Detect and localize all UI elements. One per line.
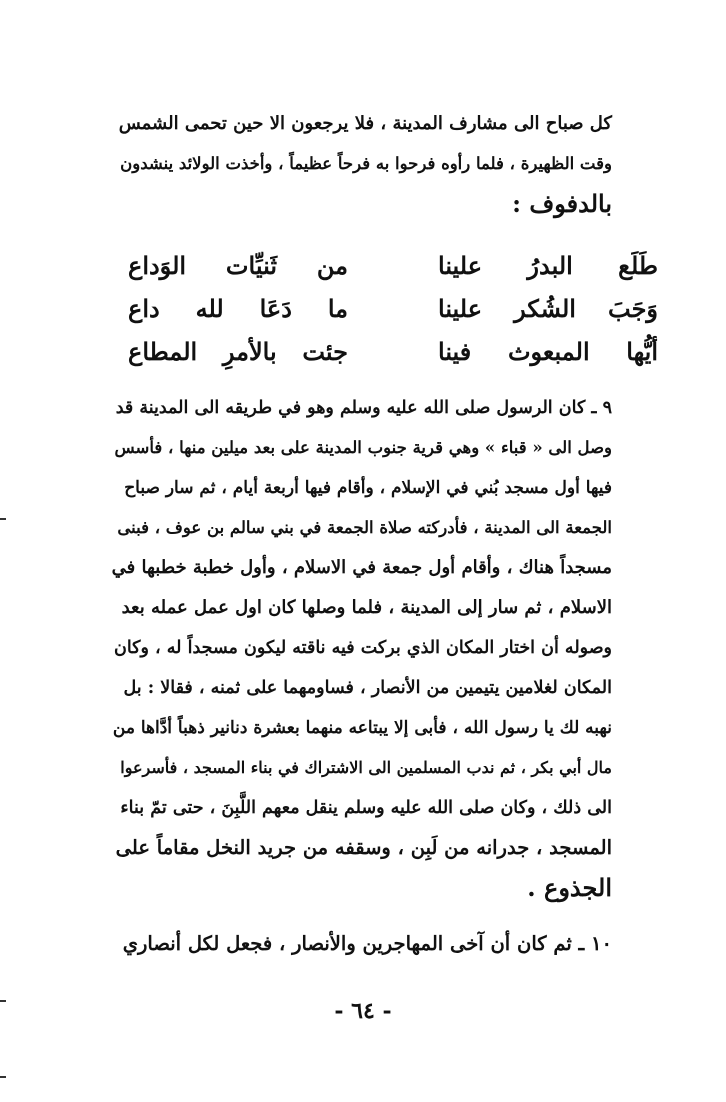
text-line: نهبه لك يا رسول الله ، فأبى إلا يبتاعه منهما بعشرة دنانير ذهباً أدَّاها من	[112, 718, 612, 738]
text-line: الجذوع .	[527, 873, 612, 902]
text-line: ١٠ ـ ثم كان أن آخى المهاجرين والأنصار ، فجعل لكل أنصاري	[122, 932, 612, 955]
scan-edge-mark	[0, 1076, 6, 1078]
poem-hemistich-second: من ثَنيِّات الوَداع	[128, 251, 348, 280]
paragraph-arrival	[112, 104, 612, 224]
poem-hemistich-first: وَجَبَ الشُكر علينا	[438, 294, 658, 323]
text-line: وقت الظهيرة ، فلما رأوه فرحوا به فرحاً عظيماً ، وأخذت الولائد ينشدون	[120, 154, 612, 173]
scan-edge-mark	[0, 518, 6, 520]
poem-hemistich-second: ما دَعَا لله داع	[128, 294, 348, 323]
text-line: وصل الى « قباء » وهي قرية جنوب المدينة على بعد ميلين منها ، فأسس	[114, 438, 612, 457]
poem-verse	[128, 287, 658, 330]
poem-hemistich-second: جئت بالأمرِ المطاع	[128, 337, 348, 366]
poem-verse	[128, 330, 658, 373]
text-line: الى ذلك ، وكان صلى الله عليه وسلم ينقل معهم اللَّبِنَ ، حتى تمّ بناء	[120, 798, 612, 818]
scan-edge-mark	[0, 1000, 6, 1002]
paragraph-10-brotherhood	[112, 924, 612, 964]
text-line: مسجداً هناك ، وأقام أول جمعة في الاسلام ، وأول خطبة خطبها في	[111, 557, 612, 578]
text-line: الاسلام ، ثم سار إلى المدينة ، فلما وصلها كان اول عمل عمله بعد	[121, 597, 612, 618]
text-line: المكان لغلامين يتيمين من الأنصار ، فساومهما على ثمنه ، فقالا : بل	[123, 678, 612, 698]
page-number: - ٦٤ -	[334, 998, 392, 1024]
poem-verse	[128, 244, 658, 287]
text-line: فيها أول مسجد بُني في الإسلام ، وأقام فيها أربعة أيام ، ثم سار صباح	[124, 478, 612, 498]
poem-tala-al-badr	[128, 244, 658, 373]
text-line: المسجد ، جدرانه من لَبِن ، وسقفه من جريد النخل مقاماً على	[115, 836, 612, 859]
poem-hemistich-first: طَلَع البدرُ علينا	[438, 251, 658, 280]
text-line: كل صباح الى مشارف المدينة ، فلا يرجعون الا حين تحمى الشمس	[118, 113, 612, 134]
text-line: بالدفوف :	[512, 189, 612, 218]
text-line: مال أبي بكر ، ثم ندب المسلمين الى الاشتراك في بناء المسجد ، فأسرعوا	[120, 758, 612, 777]
text-line: الجمعة الى المدينة ، فأدركته صلاة الجمعة في بني سالم بن عوف ، فبنى	[117, 518, 612, 537]
paragraph-9-quba-mosque	[112, 388, 612, 908]
text-line: ٩ ـ كان الرسول صلى الله عليه وسلم وهو في طريقه الى المدينة قد	[115, 398, 612, 418]
text-line: وصوله أن اختار المكان الذي بركت فيه ناقته ليكون مسجداً له ، وكان	[114, 638, 612, 658]
poem-hemistich-first: أيُّها المبعوث فينا	[438, 337, 658, 366]
